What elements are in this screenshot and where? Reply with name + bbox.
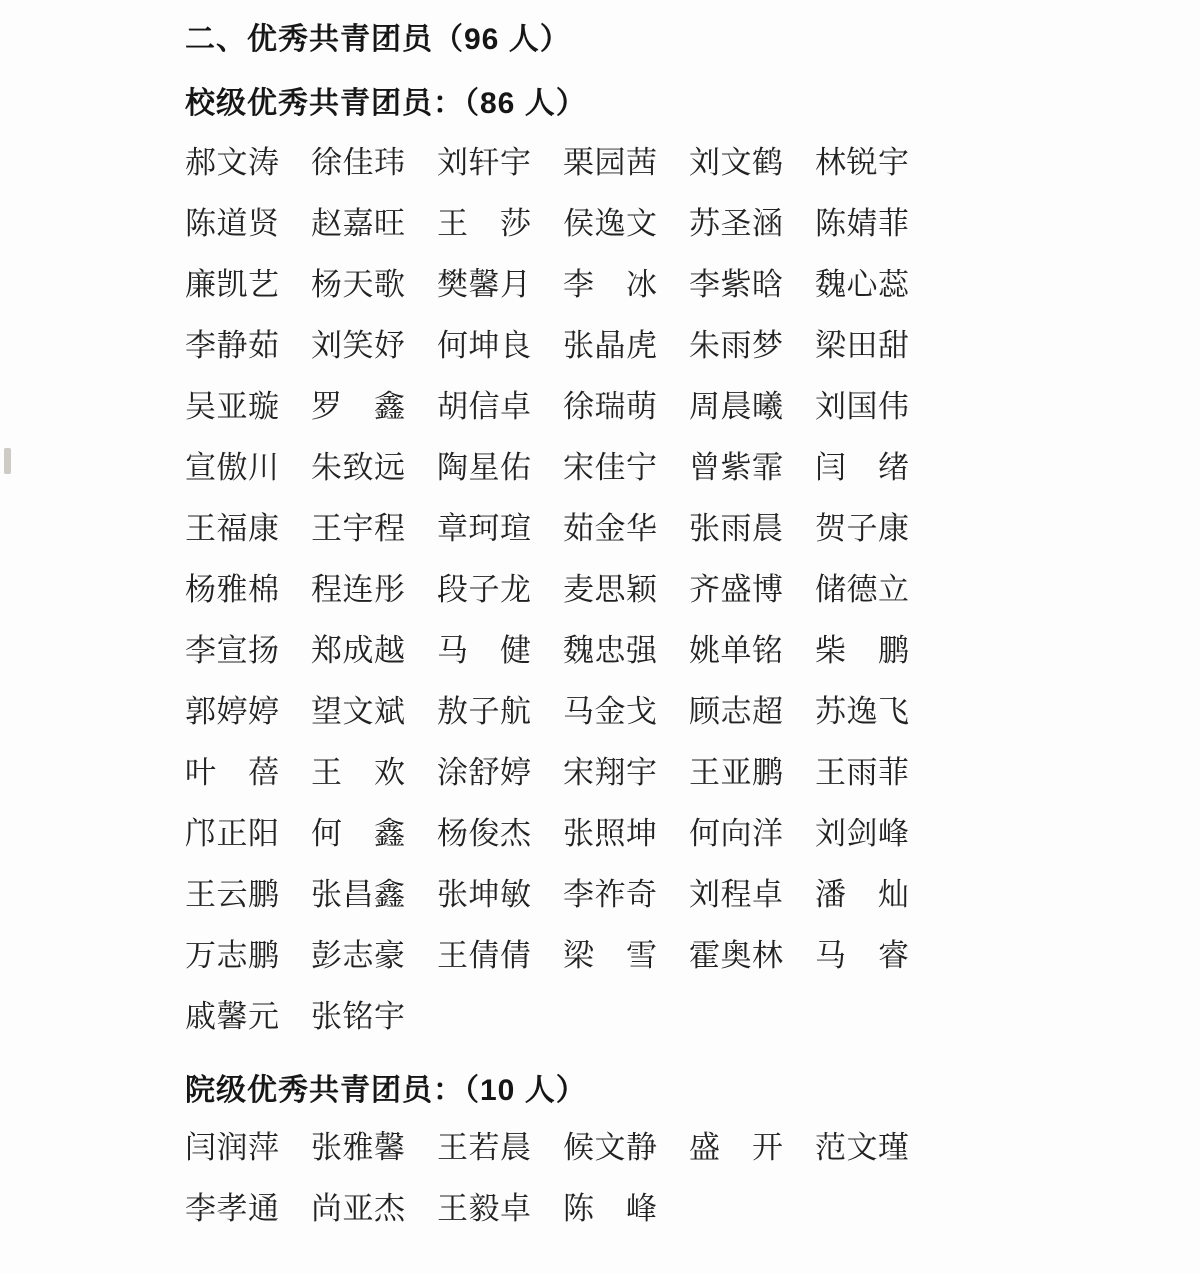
member-name: 刘轩宇 [437,145,532,180]
member-name: 刘笑妤 [311,328,406,363]
member-name: 胡信卓 [437,389,532,424]
member-name: 杨雅棉 [185,572,280,607]
member-name: 王云鹏 [185,877,280,912]
member-name: 何向洋 [689,816,784,851]
member-name: 苏逸飞 [815,694,910,729]
name-row [185,437,965,498]
name-row [185,193,965,254]
member-name: 戚馨元 [185,999,280,1034]
member-name: 李宣扬 [185,633,280,668]
member-name: 储德立 [815,572,910,607]
member-name: 张坤敏 [437,877,532,912]
member-name: 涂舒婷 [437,755,532,790]
member-name: 柴 鹏 [815,633,910,668]
name-row [185,864,965,925]
member-name: 宋佳宁 [563,450,658,485]
member-name: 陈婧菲 [815,206,910,241]
member-name: 张昌鑫 [311,877,406,912]
member-name: 马 睿 [815,938,910,973]
name-row [185,925,965,986]
member-name: 李祚奇 [563,877,658,912]
name-row [185,986,965,1047]
member-name: 彭志豪 [311,938,406,973]
name-row [185,803,965,864]
member-name: 李紫晗 [689,267,784,302]
member-name: 郑成越 [311,633,406,668]
member-name: 梁 雪 [563,938,658,973]
name-row [185,681,965,742]
college-level-name-list [185,1117,965,1239]
name-row [185,254,965,315]
member-name: 徐佳玮 [311,145,406,180]
member-name: 马 健 [437,633,532,668]
member-name: 闫润萍 [185,1130,280,1165]
member-name: 王雨菲 [815,755,910,790]
member-name: 朱致远 [311,450,406,485]
school-level-heading: 校级优秀共青团员：（86 人） [185,87,587,120]
member-name: 何坤良 [437,328,532,363]
name-row [185,376,965,437]
member-name: 朱雨梦 [689,328,784,363]
member-name: 赵嘉旺 [311,206,406,241]
member-name: 何 鑫 [311,816,406,851]
member-name: 霍奥林 [689,938,784,973]
member-name: 尚亚杰 [311,1191,406,1226]
member-name: 林锐宇 [815,145,910,180]
member-name: 周晨曦 [689,389,784,424]
name-row [185,498,965,559]
member-name: 张雨晨 [689,511,784,546]
member-name: 邝正阳 [185,816,280,851]
member-name: 盛 开 [689,1130,784,1165]
member-name: 李静茹 [185,328,280,363]
member-name: 王宇程 [311,511,406,546]
member-name: 段子龙 [437,572,532,607]
member-name: 马金戈 [563,694,658,729]
member-name: 宣傲川 [185,450,280,485]
name-row [185,315,965,376]
member-name: 章珂瑄 [437,511,532,546]
member-name: 张雅馨 [311,1130,406,1165]
member-name: 陶星佑 [437,450,532,485]
member-name: 吴亚璇 [185,389,280,424]
member-name: 麦思颖 [563,572,658,607]
member-name: 李 冰 [563,267,658,302]
member-name: 潘 灿 [815,877,910,912]
member-name: 樊馨月 [437,267,532,302]
section-title: 二、优秀共青团员（96 人） [185,23,571,56]
member-name: 魏忠强 [563,633,658,668]
member-name: 候文静 [563,1130,658,1165]
member-name: 徐瑞萌 [563,389,658,424]
member-name: 王若晨 [437,1130,532,1165]
member-name: 王福康 [185,511,280,546]
name-row [185,620,965,681]
member-name: 曾紫霏 [689,450,784,485]
member-name: 张照坤 [563,816,658,851]
member-name: 陈 峰 [563,1191,658,1226]
member-name: 宋翔宇 [563,755,658,790]
document-content [185,14,965,1239]
member-name: 杨俊杰 [437,816,532,851]
member-name: 刘文鹤 [689,145,784,180]
school-level-name-list [185,132,965,1047]
member-name: 杨天歌 [311,267,406,302]
member-name: 闫 绪 [815,450,910,485]
member-name: 梁田甜 [815,328,910,363]
member-name: 王 莎 [437,206,532,241]
member-name: 王毅卓 [437,1191,532,1226]
member-name: 苏圣涵 [689,206,784,241]
member-name: 望文斌 [311,694,406,729]
member-name: 郭婷婷 [185,694,280,729]
member-name: 王亚鹏 [689,755,784,790]
member-name: 贺子康 [815,511,910,546]
name-row [185,1178,965,1239]
name-row [185,559,965,620]
member-name: 侯逸文 [563,206,658,241]
member-name: 刘程卓 [689,877,784,912]
member-name: 万志鹏 [185,938,280,973]
member-name: 郝文涛 [185,145,280,180]
member-name: 李孝通 [185,1191,280,1226]
member-name: 罗 鑫 [311,389,406,424]
member-name: 敖子航 [437,694,532,729]
member-name: 刘国伟 [815,389,910,424]
name-row [185,1117,965,1178]
member-name: 陈道贤 [185,206,280,241]
member-name: 张晶虎 [563,328,658,363]
member-name: 张铭宇 [311,999,406,1034]
member-name: 廉凯艺 [185,267,280,302]
member-name: 茹金华 [563,511,658,546]
member-name: 王 欢 [311,755,406,790]
member-name: 叶 蓓 [185,755,280,790]
name-row [185,742,965,803]
member-name: 程连彤 [311,572,406,607]
member-name: 栗园茜 [563,145,658,180]
member-name: 姚单铭 [689,633,784,668]
member-name: 齐盛博 [689,572,784,607]
college-level-heading: 院级优秀共青团员：（10 人） [185,1074,587,1107]
scan-artifact [4,448,11,474]
member-name: 顾志超 [689,694,784,729]
member-name: 范文瑾 [815,1130,910,1165]
name-row [185,132,965,193]
member-name: 刘剑峰 [815,816,910,851]
member-name: 王倩倩 [437,938,532,973]
member-name: 魏心蕊 [815,267,910,302]
